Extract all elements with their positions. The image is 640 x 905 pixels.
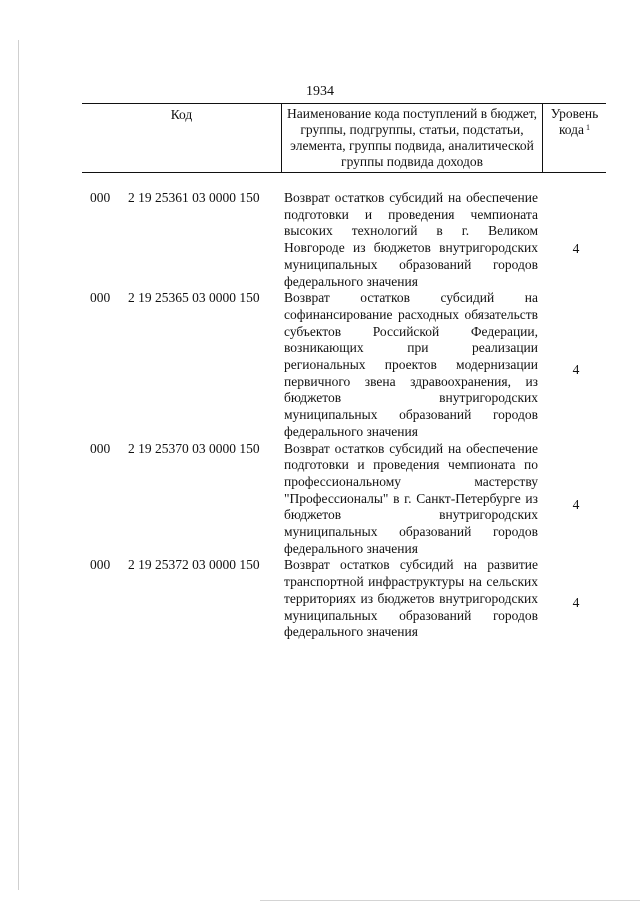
row-level: 4	[572, 595, 580, 611]
table-row	[0, 290, 640, 440]
header-level-footnote: 1	[586, 123, 591, 132]
table-row	[0, 441, 640, 558]
header-level-label: Уровень кода	[550, 106, 599, 137]
table-row	[0, 190, 640, 290]
row-level: 4	[572, 362, 580, 378]
row-admin-code: 000	[90, 190, 111, 205]
table-row	[0, 557, 640, 641]
table-body	[0, 190, 640, 641]
row-name: Возврат остатков субсидий на софинансирование расходных обязательств субъектов Российской Федерации, возникающих при реализации региональных проектов модернизации первичного звена здравоохранения, из бюджетов внутригородских муниципальных образований городов федерального значения	[284, 290, 538, 439]
row-admin-code: 000	[90, 557, 111, 573]
row-admin-code: 000	[90, 290, 111, 306]
scan-edge-bottom	[260, 900, 640, 901]
page-number: 1934	[306, 84, 334, 99]
row-name: Возврат остатков субсидий на развитие транспортной инфраструктуры на сельских территориях из бюджетов внутригородских муниципальных образований городов федерального значения	[284, 557, 538, 640]
row-name: Возврат остатков субсидий на обеспечение подготовки и проведения чемпионата высоких технологий в г. Великом Новгороде из бюджетов внутригородских муниципальных образований городов федерального значения	[284, 190, 538, 289]
header-code: Код	[170, 107, 193, 122]
table-header	[82, 103, 606, 173]
row-budget-code: 2 19 25361 03 0000 150	[128, 190, 260, 205]
header-name: Наименование кода поступлений в бюджет, группы, подгруппы, статьи, подстатьи, элемента, группы подвида, аналитической группы подвида доходов	[281, 104, 543, 172]
header-level	[543, 104, 606, 172]
row-level: 4	[572, 496, 580, 512]
row-budget-code: 2 19 25370 03 0000 150	[128, 440, 260, 456]
row-budget-code: 2 19 25372 03 0000 150	[128, 557, 260, 573]
row-level: 4	[572, 241, 580, 256]
row-name: Возврат остатков субсидий на обеспечение подготовки и проведения чемпионата по профессиональному мастерству "Профессионалы" в г. Санкт-Петербурге из бюджетов внутригородских муниципальных образований городов федерального значения	[284, 440, 538, 556]
row-admin-code: 000	[90, 440, 111, 456]
row-budget-code: 2 19 25365 03 0000 150	[128, 290, 260, 306]
